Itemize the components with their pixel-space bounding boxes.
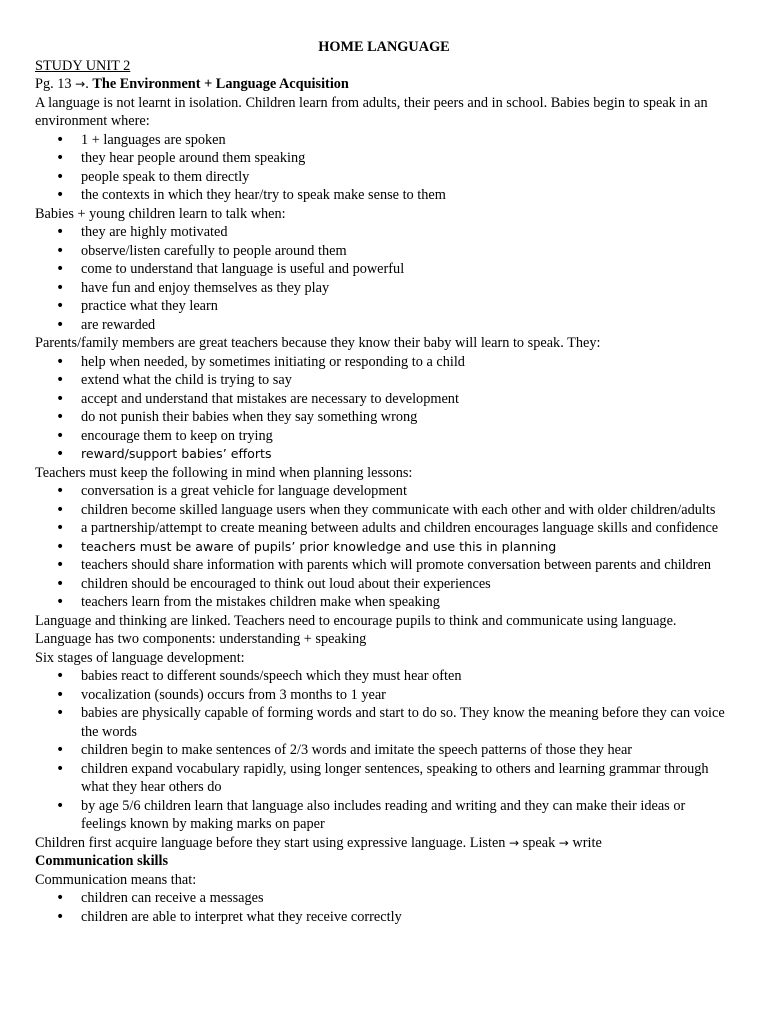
list-item: • accept and understand that mistakes are necessary to development bbox=[35, 390, 733, 409]
list-item: • 1 + languages are spoken bbox=[35, 131, 733, 150]
list-item: • children are able to interpret what they receive correctly bbox=[35, 908, 733, 927]
right-arrow-icon: → bbox=[558, 835, 569, 850]
acquire-speak: speak bbox=[519, 834, 559, 851]
list-item: • observe/listen carefully to people around them bbox=[35, 242, 733, 261]
stages-intro: Six stages of language development: bbox=[35, 649, 245, 666]
parents-list bbox=[35, 353, 733, 464]
language-components-paragraph: Language has two components: understanding + speaking bbox=[35, 631, 367, 647]
teachers-intro: Teachers must keep the following in mind when planning lessons: bbox=[35, 464, 413, 481]
list-item: • conversation is a great vehicle for language development bbox=[35, 482, 733, 501]
right-arrow-icon: → bbox=[75, 77, 86, 91]
teachers-list bbox=[35, 482, 733, 612]
acquire-write: write bbox=[568, 834, 602, 851]
list-item: • teachers learn from the mistakes children make when speaking bbox=[35, 593, 733, 612]
list-item: • teachers should share information with parents which will promote conversation between parents and children bbox=[35, 556, 733, 575]
language-thinking-paragraph: Language and thinking are linked. Teachers need to encourage pupils to think and communicate using language. bbox=[35, 612, 677, 629]
list-item: • the contexts in which they hear/try to speak make sense to them bbox=[35, 186, 733, 205]
list-item: • children expand vocabulary rapidly, using longer sentences, speaking to others and learning grammar through what they hear others do bbox=[35, 760, 733, 797]
parents-intro: Parents/family members are great teachers because they know their baby will learn to speak. They: bbox=[35, 335, 601, 351]
list-item: • children should be encouraged to think out loud about their experiences bbox=[35, 575, 733, 594]
learn-to-talk-intro: Babies + young children learn to talk when: bbox=[35, 205, 286, 222]
list-item: • practice what they learn bbox=[35, 297, 733, 316]
communication-list bbox=[35, 889, 733, 926]
section-heading-line bbox=[35, 75, 733, 94]
communication-heading: Communication skills bbox=[35, 853, 169, 869]
list-item: • are rewarded bbox=[35, 316, 733, 335]
list-item: • children can receive a messages bbox=[35, 889, 733, 908]
environment-list bbox=[35, 131, 733, 205]
environment-intro: A language is not learnt in isolation. Children learn from adults, their peers and in school. Babies begin to speak in an environment where: bbox=[35, 94, 708, 129]
list-item: • do not punish their babies when they say something wrong bbox=[35, 408, 733, 427]
list-item: • vocalization (sounds) occurs from 3 months to 1 year bbox=[35, 686, 733, 705]
list-item: • babies are physically capable of forming words and start to do so. They know the meaning before they can voice the words bbox=[35, 704, 733, 741]
heading-separator: . bbox=[85, 76, 93, 92]
list-item: • encourage them to keep on trying bbox=[35, 427, 733, 446]
list-item: • help when needed, by sometimes initiating or responding to a child bbox=[35, 353, 733, 372]
list-item: • people speak to them directly bbox=[35, 168, 733, 187]
acquire-language-paragraph bbox=[35, 834, 733, 853]
list-item: • have fun and enjoy themselves as they play bbox=[35, 279, 733, 298]
right-arrow-icon: → bbox=[509, 835, 520, 850]
list-item: • a partnership/attempt to create meaning between adults and children encourages language skills and confidence bbox=[35, 519, 733, 538]
list-item: • reward/support babies’ efforts bbox=[35, 445, 733, 464]
list-item: • by age 5/6 children learn that language also includes reading and writing and they can make their ideas or feelings known by making marks on paper bbox=[35, 797, 733, 834]
section-heading: The Environment + Language Acquisition bbox=[92, 76, 349, 92]
list-item: • teachers must be aware of pupils’ prior knowledge and use this in planning bbox=[35, 538, 733, 557]
list-item: • extend what the child is trying to say bbox=[35, 371, 733, 390]
list-item: • they hear people around them speaking bbox=[35, 149, 733, 168]
list-item: • children begin to make sentences of 2/3 words and imitate the speech patterns of those they hear bbox=[35, 741, 733, 760]
list-item: • babies react to different sounds/speech which they must hear often bbox=[35, 667, 733, 686]
list-item: • they are highly motivated bbox=[35, 223, 733, 242]
learn-to-talk-list bbox=[35, 223, 733, 334]
page-reference: Pg. 13 bbox=[35, 76, 72, 92]
study-unit-label: STUDY UNIT 2 bbox=[35, 57, 131, 74]
list-item: • children become skilled language users when they communicate with each other and with older children/adults bbox=[35, 501, 733, 520]
acquire-text: Children first acquire language before they start using expressive language. Listen bbox=[35, 834, 510, 851]
list-item: • come to understand that language is useful and powerful bbox=[35, 260, 733, 279]
document-title: HOME LANGUAGE bbox=[318, 39, 450, 55]
stages-list bbox=[35, 667, 733, 834]
communication-intro: Communication means that: bbox=[35, 871, 197, 888]
